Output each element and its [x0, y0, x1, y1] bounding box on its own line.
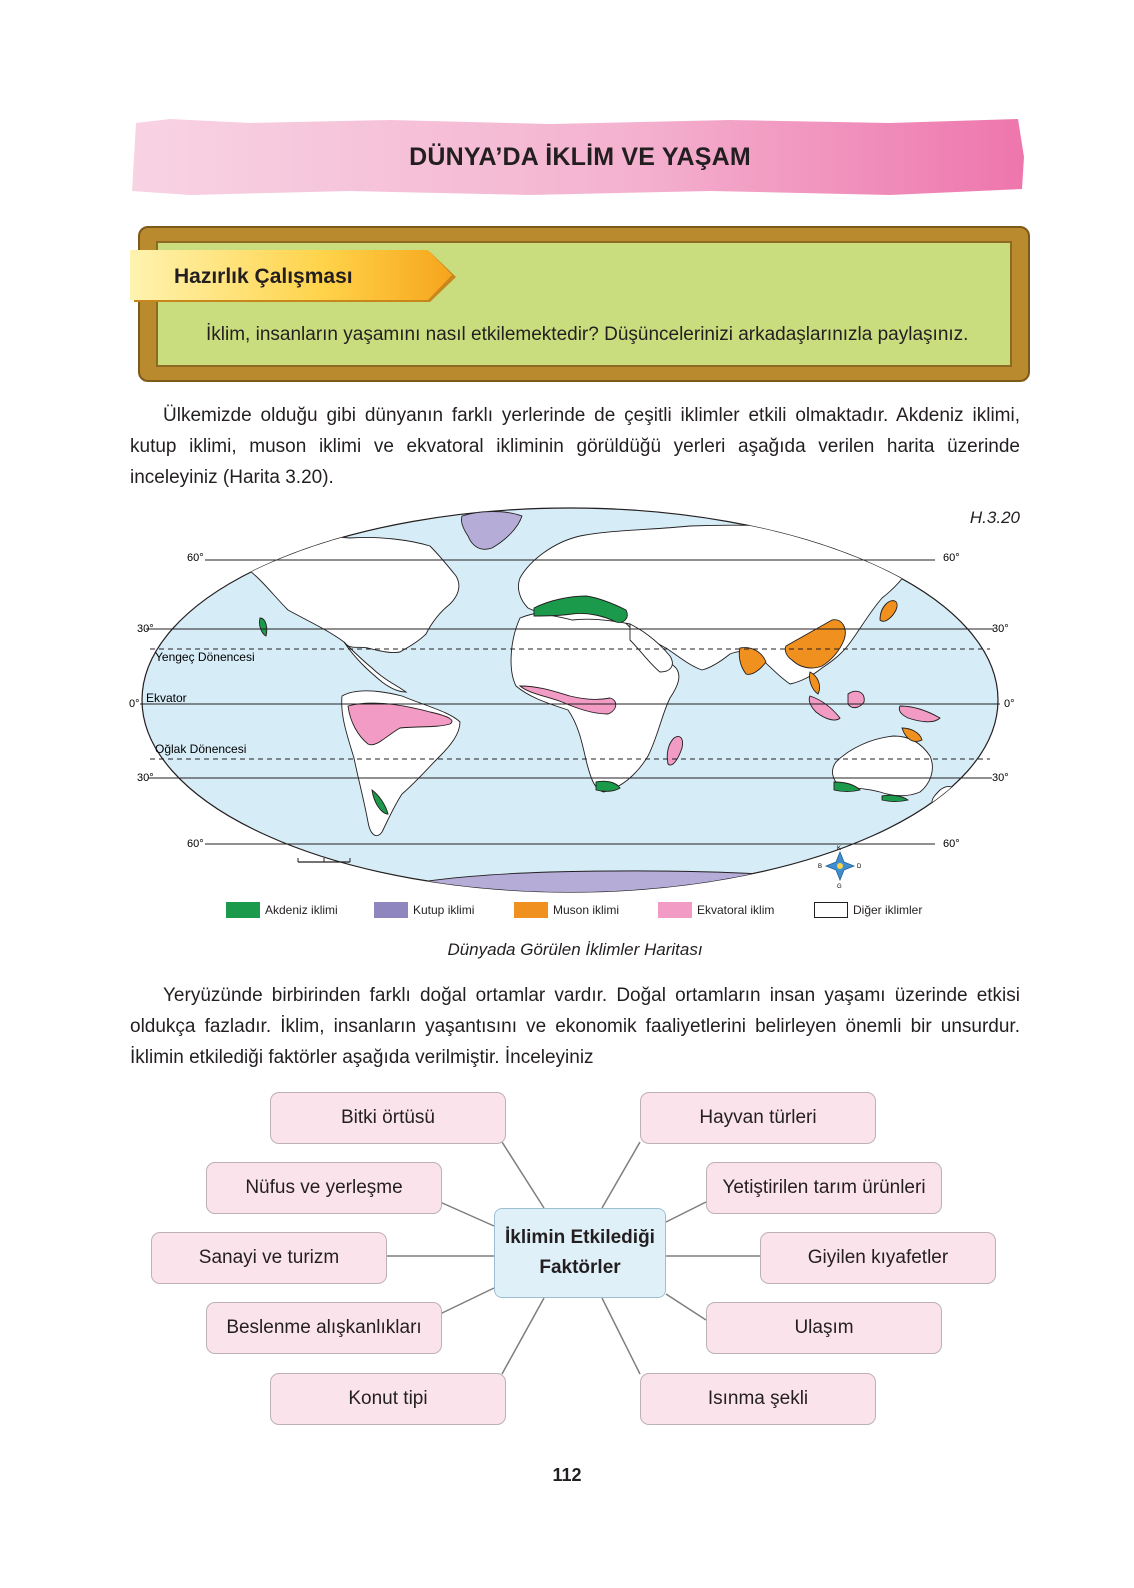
factor-box-right: Giyilen kıyafetler — [760, 1232, 996, 1284]
connector-line — [666, 1202, 706, 1222]
factors-paragraph: Yeryüzünde birbirinden farklı doğal ortamlar vardır. Doğal ortamların insan yaşamı üzerinde etkisi oldukça fazladır. İklim, insanların yaşantısını ve ekonomik faaliyetlerini belirleyen önemli bir unsurdur. İklimin etkilediği faktörler aşağıda verilmiştir. İnceleyiniz — [130, 985, 1020, 1068]
factor-box-left: Konut tipi — [270, 1373, 506, 1425]
label-tropic-cancer: Yengeç Dönencesi — [155, 650, 255, 664]
factor-box-left: Beslenme alışkanlıkları — [206, 1302, 442, 1354]
lat-label-60s-right: 60° — [943, 838, 960, 850]
page-number: 112 — [552, 1465, 582, 1485]
legend-label: Ekvatoral iklim — [697, 903, 775, 917]
lat-label-eq-left: 0° — [129, 698, 140, 710]
preparation-question: İklim, insanların yaşamını nasıl etkilemektedir? Düşüncelerinizi arkadaşlarınızla paylaşınız. — [206, 324, 969, 345]
compass-west: B — [818, 864, 823, 870]
compass-south: G — [837, 884, 842, 890]
map-legend — [226, 900, 946, 920]
connector-line — [666, 1294, 706, 1320]
legend-label: Diğer iklimler — [853, 903, 923, 917]
factor-box-left: Bitki örtüsü — [270, 1092, 506, 1144]
legend-swatch — [658, 902, 692, 918]
center-line-1: İklimin Etkilediği — [505, 1227, 655, 1248]
lat-label-60s-left: 60° — [187, 838, 204, 850]
legend-label: Kutup iklimi — [413, 903, 475, 917]
factor-box-right: Hayvan türleri — [640, 1092, 876, 1144]
lat-label-60n-right: 60° — [943, 552, 960, 564]
label-tropic-capricorn: Oğlak Dönencesi — [155, 742, 247, 756]
legend-swatch — [374, 902, 408, 918]
legend-item-polar — [374, 900, 474, 920]
lat-label-eq-right: 0° — [1004, 698, 1015, 710]
legend-item-monsoon — [514, 900, 619, 920]
preparation-label: Hazırlık Çalışması — [174, 265, 353, 288]
map-caption: Dünyada Görülen İklimler Haritası — [447, 940, 703, 959]
compass-north: K — [837, 846, 842, 852]
map-code: H.3.20 — [969, 508, 1020, 527]
connector-line — [440, 1288, 494, 1314]
page-title: DÜNYA’DA İKLİM VE YAŞAM — [409, 142, 751, 171]
lat-label-30s-left: 30° — [137, 772, 154, 784]
center-line-2: Faktörler — [539, 1257, 621, 1278]
factor-box-left: Nüfus ve yerleşme — [206, 1162, 442, 1214]
lat-label-30n-left: 30° — [137, 623, 154, 635]
connector-line — [602, 1142, 640, 1208]
intro-paragraph: Ülkemizde olduğu gibi dünyanın farklı yerlerinde de çeşitli iklimler etkili olmaktadır. Akdeniz iklimi, kutup iklimi, muson iklimi ve ekvatoral ikliminin görüldüğü yerleri aşağıda verilen harita üzerinde inceleyiniz (Harita 3.20). — [130, 405, 1020, 488]
world-map-svg — [110, 500, 1040, 900]
factor-box-right: Yetiştirilen tarım ürünleri — [706, 1162, 942, 1214]
legend-item-equatorial — [658, 900, 774, 920]
compass-icon — [826, 852, 854, 880]
legend-item-mediterranean — [226, 900, 338, 920]
legend-item-other — [814, 900, 922, 920]
preparation-label-tab — [130, 250, 460, 304]
center-concept-box — [494, 1208, 666, 1298]
lat-label-30s-right: 30° — [992, 772, 1009, 784]
legend-swatch — [226, 902, 260, 918]
factor-box-right: Isınma şekli — [640, 1373, 876, 1425]
title-banner — [130, 117, 1030, 197]
connector-line — [502, 1298, 544, 1374]
legend-swatch — [514, 902, 548, 918]
world-climate-map — [110, 500, 1040, 900]
legend-swatch — [814, 902, 848, 918]
label-equator: Ekvator — [146, 691, 187, 705]
compass-east: D — [857, 864, 862, 870]
connector-line — [602, 1298, 640, 1374]
connector-line — [502, 1142, 544, 1208]
lat-label-60n-left: 60° — [187, 552, 204, 564]
legend-label: Muson iklimi — [553, 903, 620, 917]
legend-label: Akdeniz iklimi — [265, 903, 338, 917]
connector-line — [440, 1202, 494, 1226]
climate-factors-diagram — [140, 1090, 1010, 1440]
factor-box-left: Sanayi ve turizm — [151, 1232, 387, 1284]
lat-label-30n-right: 30° — [992, 623, 1009, 635]
factor-box-right: Ulaşım — [706, 1302, 942, 1354]
